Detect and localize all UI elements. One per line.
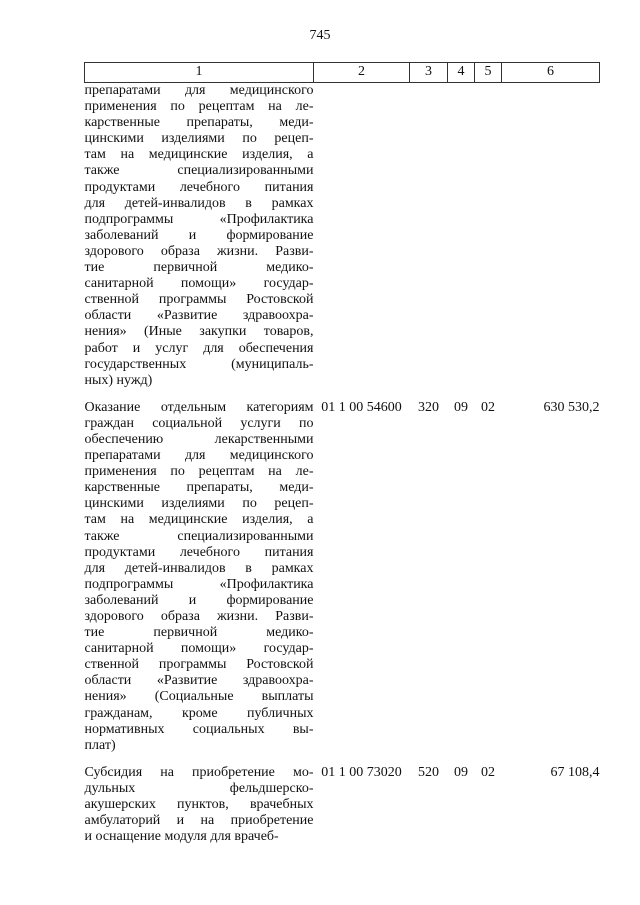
amount-value: 67 108,4 <box>550 764 600 780</box>
description-line: обеспечению лекарственными <box>84 431 314 447</box>
page-number: 745 <box>309 28 331 43</box>
description-line: заболеваний и формирование <box>84 227 314 243</box>
table-body <box>85 83 600 846</box>
table-row <box>85 765 600 845</box>
description-line: ственной программы Ростовской <box>84 657 314 673</box>
description-line: ных) нужд) <box>84 372 153 388</box>
description-line: цинскими изделиями по рецеп- <box>84 131 314 147</box>
amount-value <box>502 83 600 389</box>
expense-type: 320 <box>418 399 439 415</box>
description-cell <box>85 400 314 754</box>
row-spacer <box>85 754 600 765</box>
description-line: там на медицинские изделия, а <box>84 147 314 163</box>
target-article-code: 01 1 00 73020 <box>321 764 402 780</box>
target-article-code <box>314 83 410 389</box>
row-spacer <box>85 389 600 400</box>
budget-table <box>84 62 600 845</box>
description-line: продуктами лечебного питания <box>84 544 314 560</box>
description-line: подпрограммы «Профилактика <box>84 576 314 592</box>
expense-type <box>410 83 448 389</box>
expense-type: 520 <box>418 764 439 780</box>
description-line: ственной программы Ростовской <box>84 292 314 308</box>
description-line: тие первичной медико- <box>84 260 314 276</box>
description-line: амбулаторий и на приобретение <box>84 813 314 829</box>
section-code: 09 <box>454 399 468 415</box>
row-spacer-cell <box>85 754 600 765</box>
subsection-code: 02 <box>481 764 495 780</box>
subsection-code <box>475 83 502 389</box>
section-code <box>448 83 475 389</box>
description-line: заболеваний и формирование <box>84 592 314 608</box>
description-line: продуктами лечебного питания <box>84 179 314 195</box>
description-line: гражданам, кроме публичных <box>84 705 314 721</box>
description-line: области «Развитие здравоохра- <box>84 308 314 324</box>
description-line: Субсидия на приобретение мо- <box>84 764 314 780</box>
description-line: санитарной помощи» государ- <box>84 641 314 657</box>
column-header-5: 5 <box>475 63 502 83</box>
description-line: также специализированными <box>84 528 314 544</box>
description-cell <box>85 765 314 845</box>
description-line: тие первичной медико- <box>84 625 314 641</box>
target-article-code: 01 1 00 54600 <box>321 399 402 415</box>
description-line: акушерских пунктов, врачебных <box>84 797 314 813</box>
description-line: Оказание отдельным категориям <box>84 399 314 415</box>
description-line: граждан социальной услуги по <box>84 415 314 431</box>
description-line: подпрограммы «Профилактика <box>84 211 314 227</box>
description-line: для детей-инвалидов в рамках <box>84 195 314 211</box>
description-cell <box>85 83 314 389</box>
column-header-4: 4 <box>448 63 475 83</box>
column-header-2: 2 <box>314 63 410 83</box>
amount-value: 630 530,2 <box>543 399 600 415</box>
description-line: там на медицинские изделия, а <box>84 512 314 528</box>
description-line: нормативных социальных вы- <box>84 721 314 737</box>
column-header-1: 1 <box>85 63 314 83</box>
table-header-row <box>85 63 600 83</box>
description-line: нения» (Иные закупки товаров, <box>84 324 314 340</box>
row-spacer-cell <box>85 389 600 400</box>
description-line: для детей-инвалидов в рамках <box>84 560 314 576</box>
description-line: плат) <box>84 737 116 753</box>
description-line: карственные препараты, меди- <box>84 480 314 496</box>
column-header-6: 6 <box>502 63 600 83</box>
description-line: карственные препараты, меди- <box>84 115 314 131</box>
subsection-code: 02 <box>481 399 495 415</box>
description-line: цинскими изделиями по рецеп- <box>84 496 314 512</box>
description-line: и оснащение модуля для врачеб- <box>84 829 279 845</box>
description-line: работ и услуг для обеспечения <box>84 340 314 356</box>
section-code: 09 <box>454 764 468 780</box>
description-line: дульных фельдшерско- <box>84 780 314 796</box>
description-line: государственных (муниципаль- <box>84 356 314 372</box>
description-line: нения» (Социальные выплаты <box>84 689 314 705</box>
description-line: здорового образа жизни. Разви- <box>84 609 314 624</box>
description-line: препаратами для медицинского <box>84 83 314 98</box>
description-line: применения по рецептам на ле- <box>84 99 314 115</box>
description-line: здорового образа жизни. Разви- <box>84 243 314 259</box>
description-line: области «Развитие здравоохра- <box>84 673 314 689</box>
description-line: применения по рецептам на ле- <box>84 464 314 480</box>
description-line: также специализированными <box>84 163 314 179</box>
description-line: препаратами для медицинского <box>84 448 314 464</box>
table-row <box>85 400 600 754</box>
column-header-3: 3 <box>410 63 448 83</box>
table-row <box>85 83 600 389</box>
description-line: санитарной помощи» государ- <box>84 276 314 292</box>
